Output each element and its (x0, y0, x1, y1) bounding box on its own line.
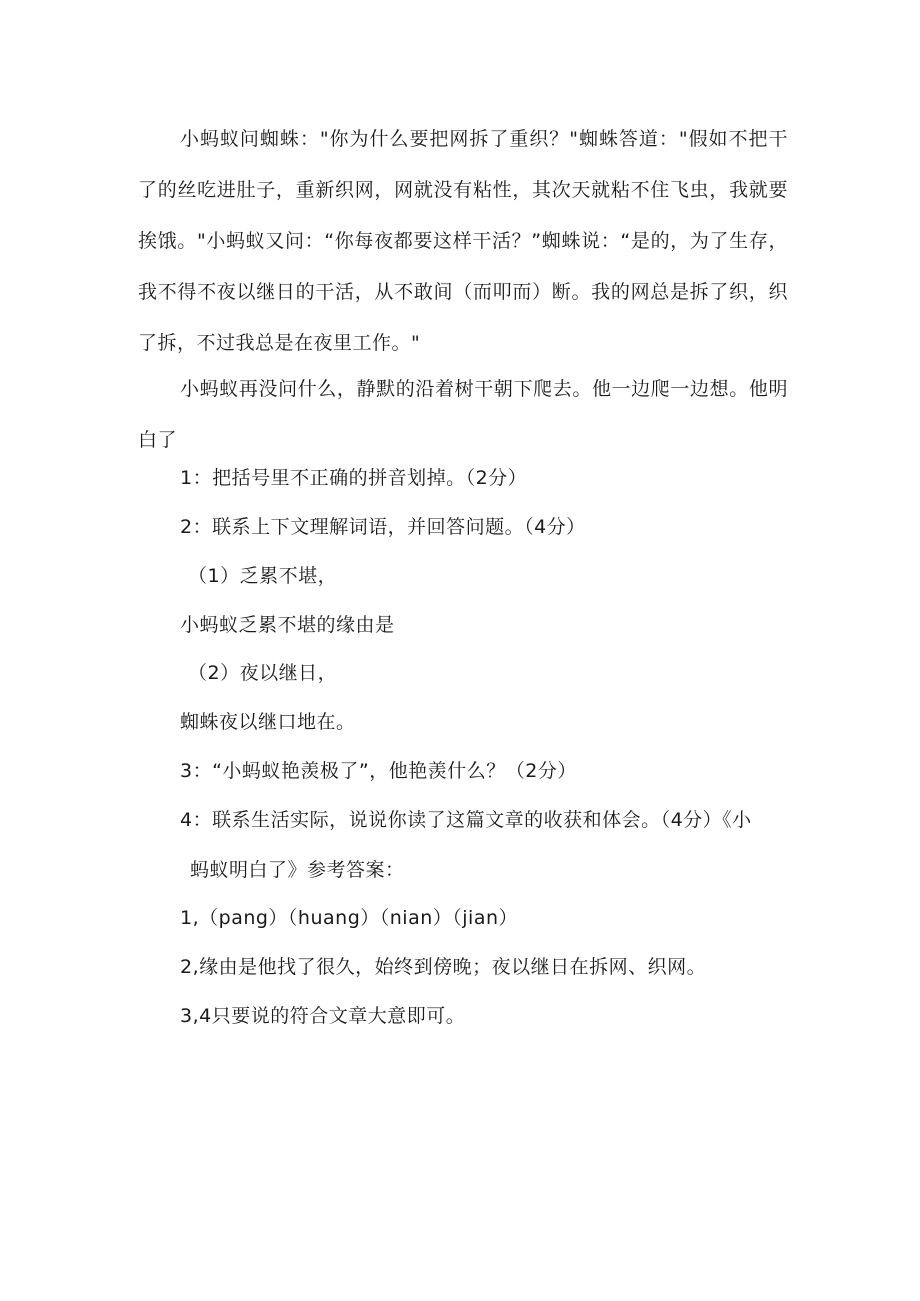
answer-1: 1,（pang）（huang）（nian）（jian） (180, 907, 519, 929)
question-2-sub-1: （1）乏累不堪， (188, 565, 338, 587)
question-2-sub-2-answer-line: 蜘蛛夜以继口地在。 (180, 711, 356, 733)
question-2-sub-1-answer-line: 小蚂蚁乏累不堪的缘由是 (180, 614, 395, 636)
passage-paragraph-1-block (138, 114, 788, 369)
question-4-line-2: 蚂蚁明白了》参考答案： (190, 859, 405, 881)
passage-paragraph-1: 小蚂蚁问蜘蛛："你为什么要把网拆了重织？"蜘蛛答道："假如不把干了的丝吃进肚子，重新织网，网就没有粘性，其次天就粘不住飞虫，我就要挨饿。"小蚂蚁又问：“你每夜都要这样干活？”蜘蛛说：“是的，为了生存，我不得不夜以继日的干活，从不敢间（而叩而）断。我的网总是拆了织，织了拆，不过我总是在夜里工作。" (138, 128, 788, 354)
passage-paragraph-2: 小蚂蚁再没问什么，静默的沿着树干朝下爬去。他一边爬一边想。他明白了 (138, 378, 788, 451)
question-2-sub-2: （2）夜以继日， (188, 662, 338, 684)
question-2: 2：联系上下文理解词语，并回答问题。（4分） (180, 516, 586, 538)
answer-3: 3,4只要说的符合文章大意即可。 (180, 1005, 466, 1027)
question-3: 3：“小蚂蚁艳羡极了”，他艳羡什么？（2分） (180, 760, 577, 782)
question-1: 1：把括号里不正确的拼音划掉。（2分） (180, 467, 528, 489)
passage-paragraph-2-block (138, 364, 788, 466)
answer-2: 2,缘由是他找了很久，始终到傍晚；夜以继日在拆网、织网。 (180, 956, 707, 978)
question-4-line-1: 4：联系生活实际，说说你读了这篇文章的收获和体会。（4分）《小 (180, 809, 752, 831)
